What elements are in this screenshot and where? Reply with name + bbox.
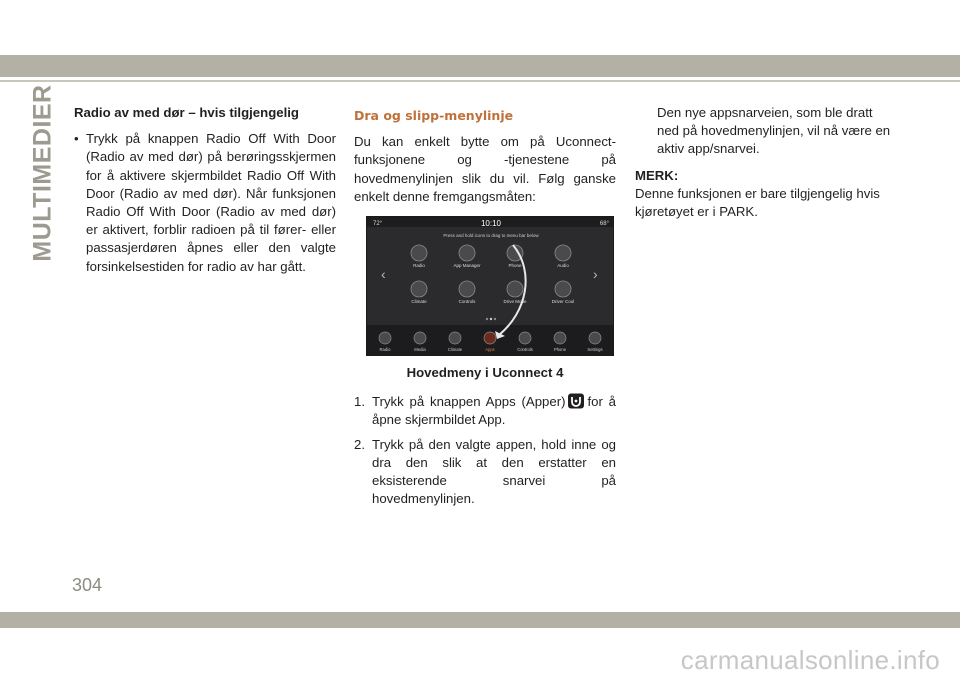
app-label: Climate [411, 299, 427, 305]
apps-icon [567, 393, 585, 409]
continuation-text: Den nye appsnarveien, som ble dratt ned på hovedmenylinjen, vil nå være en aktiv app/snarvei. [657, 105, 891, 157]
menu-label: Phone [553, 347, 567, 353]
intro-paragraph: Du kan enkelt bytte om på Uconnect-funksjonene og -tjenestene på hovedmenylinjen slik du vil. Følg ganske enkelt denne fremgangsmåten: [354, 134, 616, 204]
app-icon [555, 245, 571, 261]
step-1 [354, 393, 616, 429]
header-band [0, 55, 960, 77]
menu-icon [414, 332, 426, 344]
column-middle [354, 104, 616, 514]
app-icon [507, 281, 523, 297]
footer-band [0, 612, 960, 628]
step-1-text-post: for å åpne skjermbildet App. [372, 394, 617, 428]
app-icon [459, 281, 475, 297]
header-rule [0, 80, 960, 82]
app-icon [411, 281, 427, 297]
step-2 [354, 436, 616, 509]
section-tab [28, 83, 58, 262]
menu-icon [449, 332, 461, 344]
section-tab-label: MULTIMEDIER [28, 83, 57, 262]
menu-icon [519, 332, 531, 344]
menu-label: Controls [517, 347, 533, 353]
step-number: 1. [354, 394, 365, 410]
app-label: Phone [508, 263, 522, 269]
menu-label: Radio [379, 347, 391, 353]
column-right [635, 104, 897, 221]
app-icon [411, 245, 427, 261]
menu-label: Climate [447, 347, 463, 353]
chevron-right-icon: › [593, 266, 598, 283]
app-label: Audio [557, 263, 569, 269]
note-text: Denne funksjonen er bare tilgjengelig hvis kjøretøyet er i PARK. [635, 185, 880, 220]
menu-icon [554, 332, 566, 344]
page-number: 304 [72, 575, 103, 595]
app-label: Controls [458, 299, 476, 305]
menu-label: Apps [485, 347, 495, 353]
uconnect-screen-figure [366, 216, 614, 356]
menu-icon [484, 332, 496, 344]
figure-time: 10:10 [480, 219, 502, 229]
app-label: Radio [413, 263, 425, 269]
step-1-text-pre: Trykk på knappen Apps (Apper) [372, 394, 566, 410]
menu-label: Media [414, 347, 426, 353]
app-label: App Manager [453, 263, 481, 269]
step-number: 2. [354, 436, 365, 452]
subheading-radio-off: Radio av med dør – hvis tilgjengelig [74, 105, 299, 120]
bullet-item [74, 130, 336, 276]
menu-icon [379, 332, 391, 344]
figure-temp-left: 72° [373, 221, 383, 228]
figure-temp-right: 68° [599, 221, 609, 228]
figure-instruction: Press and hold icons to drag to menu bar below [443, 233, 539, 239]
uconnect-screen-image [367, 217, 614, 356]
step-2-text: Trykk på den valgte appen, hold inne og dra den slik at den erstatter en eksisterende snarvei på hovedmenylinjen. [372, 436, 616, 507]
menu-label: Settings [587, 347, 603, 353]
column-left [74, 104, 336, 276]
figure-caption: Hovedmeny i Uconnect 4 [406, 365, 564, 381]
bullet-marker: • [74, 131, 79, 147]
section-heading: Dra og slipp-menylinje [354, 108, 514, 123]
menu-icon [589, 332, 601, 344]
app-label: Drive Mode [503, 299, 527, 305]
app-icon [555, 281, 571, 297]
app-label: Driver Cool [551, 299, 575, 305]
note-heading: MERK: [635, 167, 679, 183]
chevron-left-icon: ‹ [381, 266, 386, 283]
watermark: carmanualsonline.info [680, 645, 940, 675]
bullet-text: Trykk på knappen Radio Off With Door (Radio av med dør) på berøringsskjermen for å aktivere skjermbildet Radio Off With Door (Radio av med dør). Når funksjonen Radio Off With Door (Radio av med dør) er aktivert, forblir radioen på til fører- eller passasjerdøren åpnes eller den valgte forsinkelsestiden for radio av har gått. [86, 131, 336, 274]
app-icon [459, 245, 475, 261]
